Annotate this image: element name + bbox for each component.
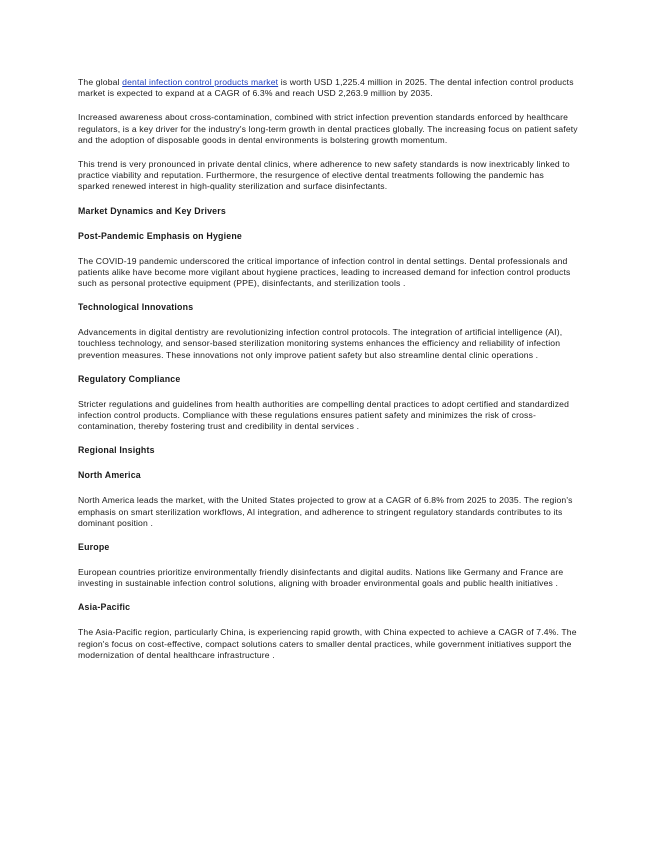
subheading-post-pandemic-hygiene: Post-Pandemic Emphasis on Hygiene	[78, 230, 243, 241]
intro-text-after-link: is worth USD 1,225.4 million in 2025. The dental infection control products market is expected to expand at a CAGR of 6.3% and reach USD 2,263.9 million by 2035.	[78, 77, 574, 99]
section-heading-market-dynamics: Market Dynamics and Key Drivers	[78, 205, 226, 216]
document-page	[78, 77, 578, 674]
paragraph-asia-pacific: The Asia-Pacific region, particularly China, is experiencing rapid growth, with China expected to achieve a CAGR of 7.4%. The region's focus on cost-effective, compact solutions caters to smaller dental practices, while government initiatives support the modernization of dental healthcare infrastructure .	[78, 627, 577, 660]
market-link[interactable]: dental infection control products market	[122, 77, 279, 87]
subheading-north-america: North America	[78, 470, 141, 481]
subheading-europe: Europe	[78, 542, 110, 553]
intro-text-before-link: The global	[78, 77, 123, 87]
paragraph-regulatory-compliance: Stricter regulations and guidelines from health authorities are compelling dental practices to adopt certified and standardized infection control products. Compliance with these regulations ensures patient safety and minimizes the risk of cross-contamination, thereby fostering trust and credibility in dental services .	[78, 398, 570, 432]
intro-paragraph-2: Increased awareness about cross-contamination, combined with strict infection prevention standards enforced by healthcare regulators, is a key driver for the industry's long-term growth in dental practices globally. The increasing focus on patient safety and the adoption of disposable goods in dental environments is bolstering growth momentum.	[78, 112, 578, 145]
intro-paragraph-1	[78, 77, 578, 99]
subheading-asia-pacific: Asia-Pacific	[78, 602, 131, 613]
paragraph-post-pandemic-hygiene: The COVID-19 pandemic underscored the critical importance of infection control in dental settings. Dental professionals and patients alike have become more vigilant about hygiene practices, leading to increased demand for infection control products such as personal protective equipment (PPE), disinfectants, and sterilization tools .	[78, 255, 571, 289]
subheading-regulatory-compliance: Regulatory Compliance	[78, 373, 181, 384]
paragraph-europe: European countries prioritize environmentally friendly disinfectants and digital audits. Nations like Germany and France are investing in sustainable infection control solutions, aligning with broader environmental goals and public health initiatives .	[78, 567, 564, 589]
subheading-technological-innovations: Technological Innovations	[78, 302, 194, 313]
paragraph-technological-innovations: Advancements in digital dentistry are revolutionizing infection control protocols. The integration of artificial intelligence (AI), touchless technology, and sensor-based sterilization monitoring systems enhances the efficiency and reliability of infection prevention measures. These innovations not only improve patient safety but also streamline dental clinic operations .	[78, 327, 563, 360]
section-heading-regional-insights: Regional Insights	[78, 445, 155, 456]
paragraph-north-america: North America leads the market, with the United States projected to grow at a CAGR of 6.8% from 2025 to 2035. The region's emphasis on smart sterilization workflows, AI integration, and adherence to stringent regulatory standards contributes to its dominant position .	[78, 495, 573, 528]
intro-paragraph-3: This trend is very pronounced in private dental clinics, where adherence to new safety standards is now inextricably linked to practice viability and reputation. Furthermore, the resurgence of elective dental treatments following the pandemic has sparked renewed interest in high-quality sterilization and surface disinfectants.	[78, 159, 570, 192]
